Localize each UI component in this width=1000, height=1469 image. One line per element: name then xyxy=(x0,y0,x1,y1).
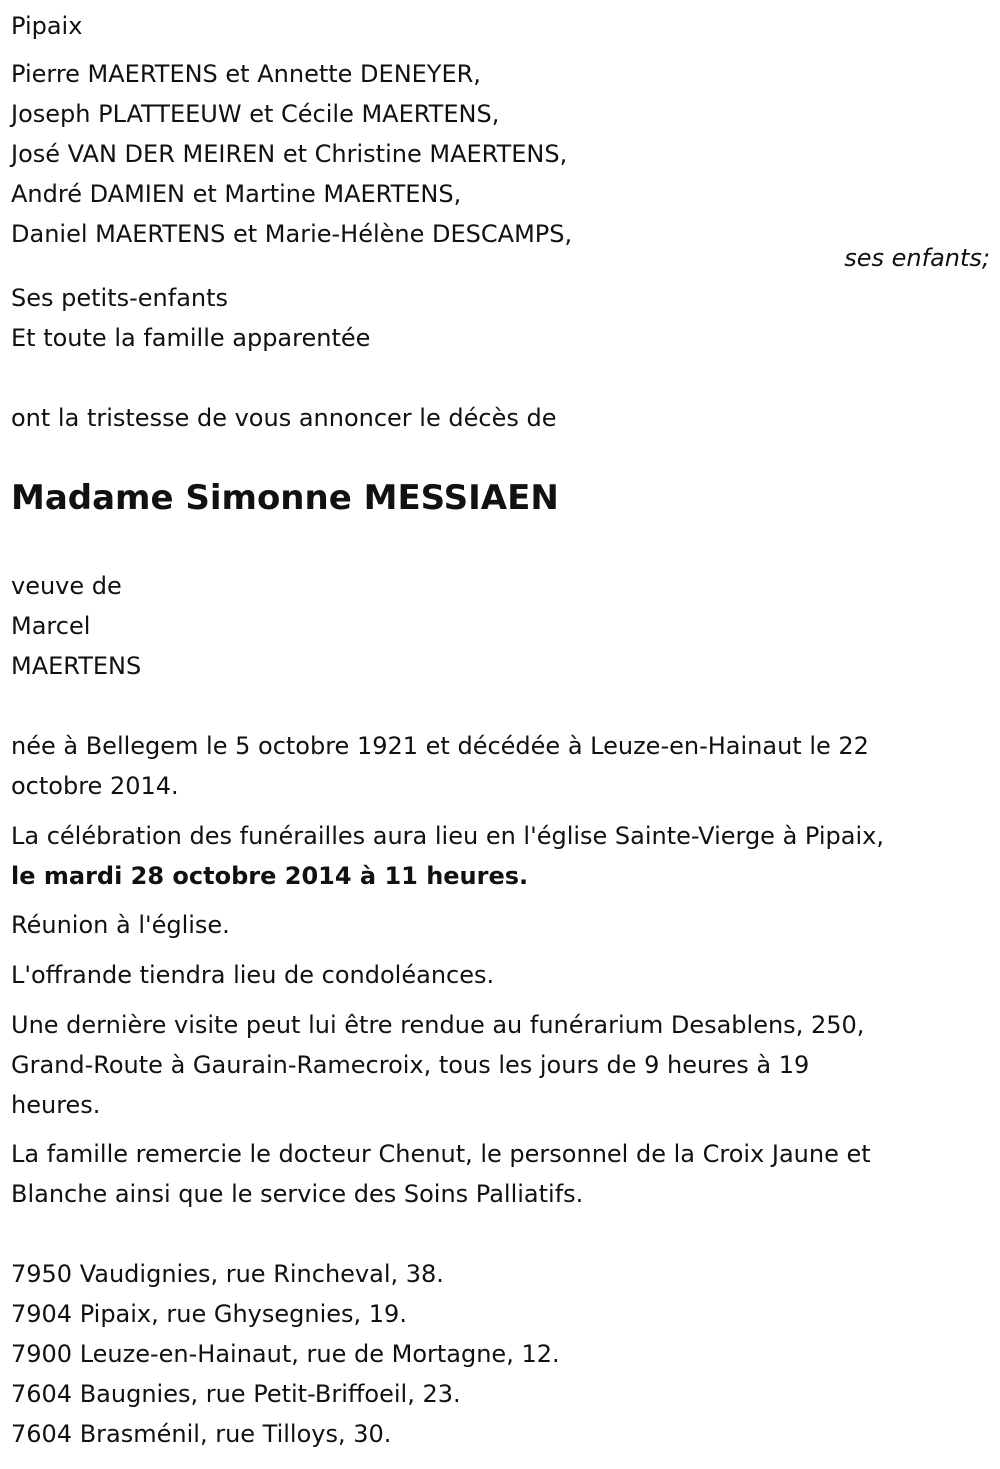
family-line: Et toute la famille apparentée xyxy=(11,324,371,352)
address-line: 7904 Pipaix, rue Ghysegnies, 19. xyxy=(11,1300,407,1328)
paragraph-line: heures. xyxy=(11,1091,101,1119)
child-couple: José VAN DER MEIREN et Christine MAERTENS, xyxy=(11,140,568,168)
town-heading: Pipaix xyxy=(11,12,83,40)
address-line: 7604 Baugnies, rue Petit-Briffoeil, 23. xyxy=(11,1380,461,1408)
funeral-date: le mardi 28 octobre 2014 à 11 heures. xyxy=(11,862,529,890)
widow-line: veuve de xyxy=(11,572,122,600)
meeting-text: Réunion à l'église. xyxy=(11,911,230,939)
widow-line: MAERTENS xyxy=(11,652,142,680)
offering-text: L'offrande tiendra lieu de condoléances. xyxy=(11,961,495,989)
paragraph-line: La célébration des funérailles aura lieu en l'église Sainte-Vierge à Pipaix, xyxy=(11,822,884,850)
deceased-name: Madame Simonne MESSIAEN xyxy=(11,478,559,518)
child-couple: Pierre MAERTENS et Annette DENEYER, xyxy=(11,60,481,88)
paragraph-line: Une dernière visite peut lui être rendue au funérarium Desablens, 250, xyxy=(11,1011,865,1039)
children-role-label: ses enfants; xyxy=(844,244,990,272)
announcement-text: ont la tristesse de vous annoncer le décès de xyxy=(11,404,557,432)
paragraph-line: née à Bellegem le 5 octobre 1921 et décédée à Leuze-en-Hainaut le 22 xyxy=(11,732,869,760)
child-couple: André DAMIEN et Martine MAERTENS, xyxy=(11,180,462,208)
child-couple: Daniel MAERTENS et Marie-Hélène DESCAMPS, xyxy=(11,220,573,248)
address-line: 7900 Leuze-en-Hainaut, rue de Mortagne, 12. xyxy=(11,1340,560,1368)
paragraph-line: Grand-Route à Gaurain-Ramecroix, tous les jours de 9 heures à 19 xyxy=(11,1051,810,1079)
paragraph-line: Blanche ainsi que le service des Soins Palliatifs. xyxy=(11,1180,584,1208)
paragraph-line: La famille remercie le docteur Chenut, le personnel de la Croix Jaune et xyxy=(11,1140,871,1168)
widow-line: Marcel xyxy=(11,612,91,640)
address-line: 7950 Vaudignies, rue Rincheval, 38. xyxy=(11,1260,444,1288)
paragraph-line: octobre 2014. xyxy=(11,772,179,800)
child-couple: Joseph PLATTEEUW et Cécile MAERTENS, xyxy=(11,100,500,128)
address-line: 7604 Brasménil, rue Tilloys, 30. xyxy=(11,1420,392,1448)
family-line: Ses petits-enfants xyxy=(11,284,229,312)
